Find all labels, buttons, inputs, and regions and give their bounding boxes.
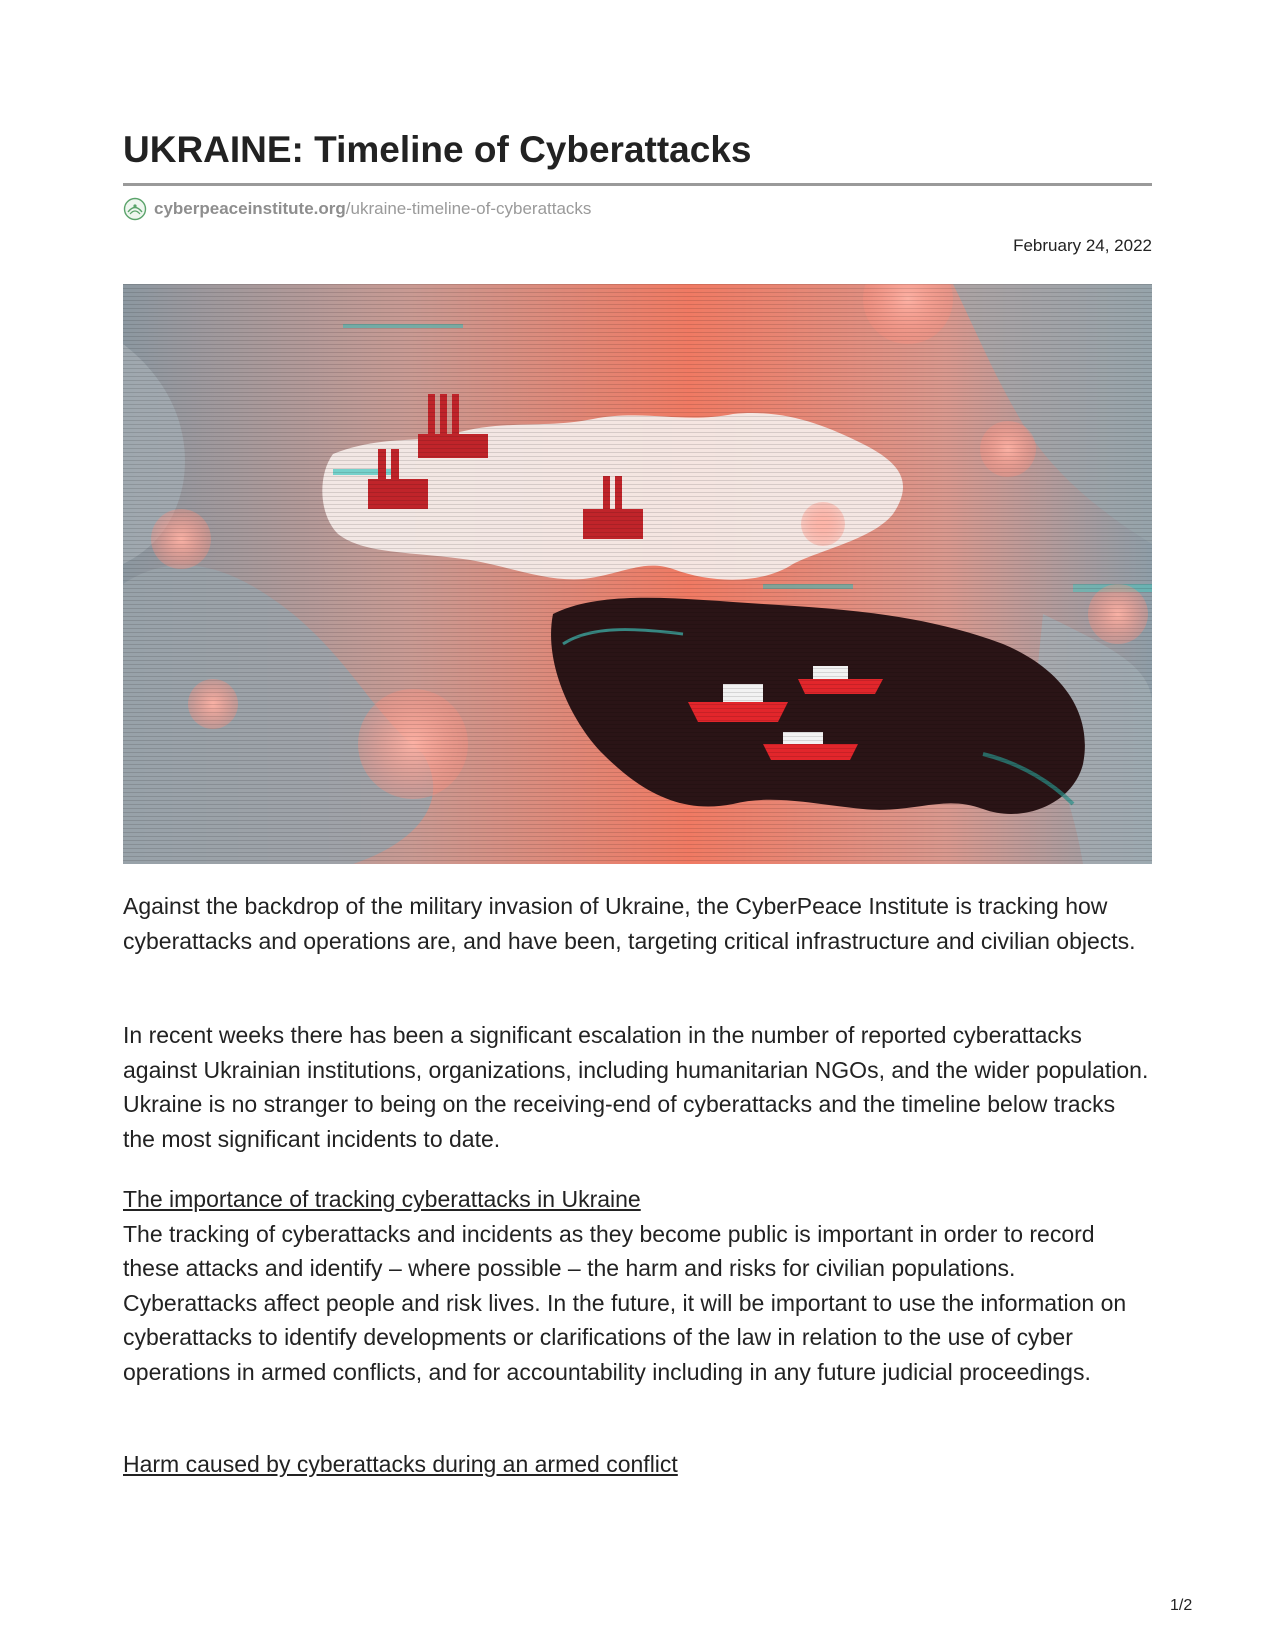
source-domain: cyberpeaceinstitute.org <box>154 199 346 218</box>
cyberpeace-logo-icon <box>123 197 147 221</box>
intro-paragraph <box>123 889 1152 958</box>
paragraph-2: In recent weeks there has been a significant escalation in the number of reported cyberattacks against Ukrainian institutions, organizations, including humanitarian NGOs, and the wider population. Ukraine is no stranger to being on the receiving-end of cyberattacks and the timeline below tracks the most significant incidents to date. <box>123 1022 1149 1152</box>
section-harm <box>123 1447 1152 1482</box>
section-heading-link[interactable]: The importance of tracking cyberattacks in Ukraine <box>123 1186 641 1212</box>
title-divider <box>123 183 1152 186</box>
glitch-map-illustration <box>123 284 1152 864</box>
page-title: UKRAINE: Timeline of Cyberattacks <box>123 129 752 170</box>
paragraph-1: Against the backdrop of the military invasion of Ukraine, the CyberPeace Institute is tracking how cyberattacks and operations are, and have been, targeting critical infrastructure and civilian objects. <box>123 893 1136 954</box>
section-text: The tracking of cyberattacks and incidents as they become public is important in order to record these attacks and identify – where possible – the harm and risks for civilian populations. Cyberattacks affect people and risk lives. In the future, it will be important to use the information on cyberattacks to identify developments or clarifications of the law in relation to the use of cyber operations in armed conflicts, and for accountability including in any future judicial proceedings. <box>123 1220 1127 1385</box>
source-url[interactable] <box>154 199 591 219</box>
section-heading-link[interactable]: Harm caused by cyberattacks during an armed conflict <box>123 1451 678 1477</box>
page-number: 1/2 <box>1170 1597 1193 1614</box>
publish-date: February 24, 2022 <box>1013 236 1152 255</box>
escalation-paragraph <box>123 1018 1152 1156</box>
section-tracking <box>123 1182 1152 1389</box>
source-path: /ukraine-timeline-of-cyberattacks <box>345 199 592 218</box>
source-line[interactable] <box>123 196 591 222</box>
